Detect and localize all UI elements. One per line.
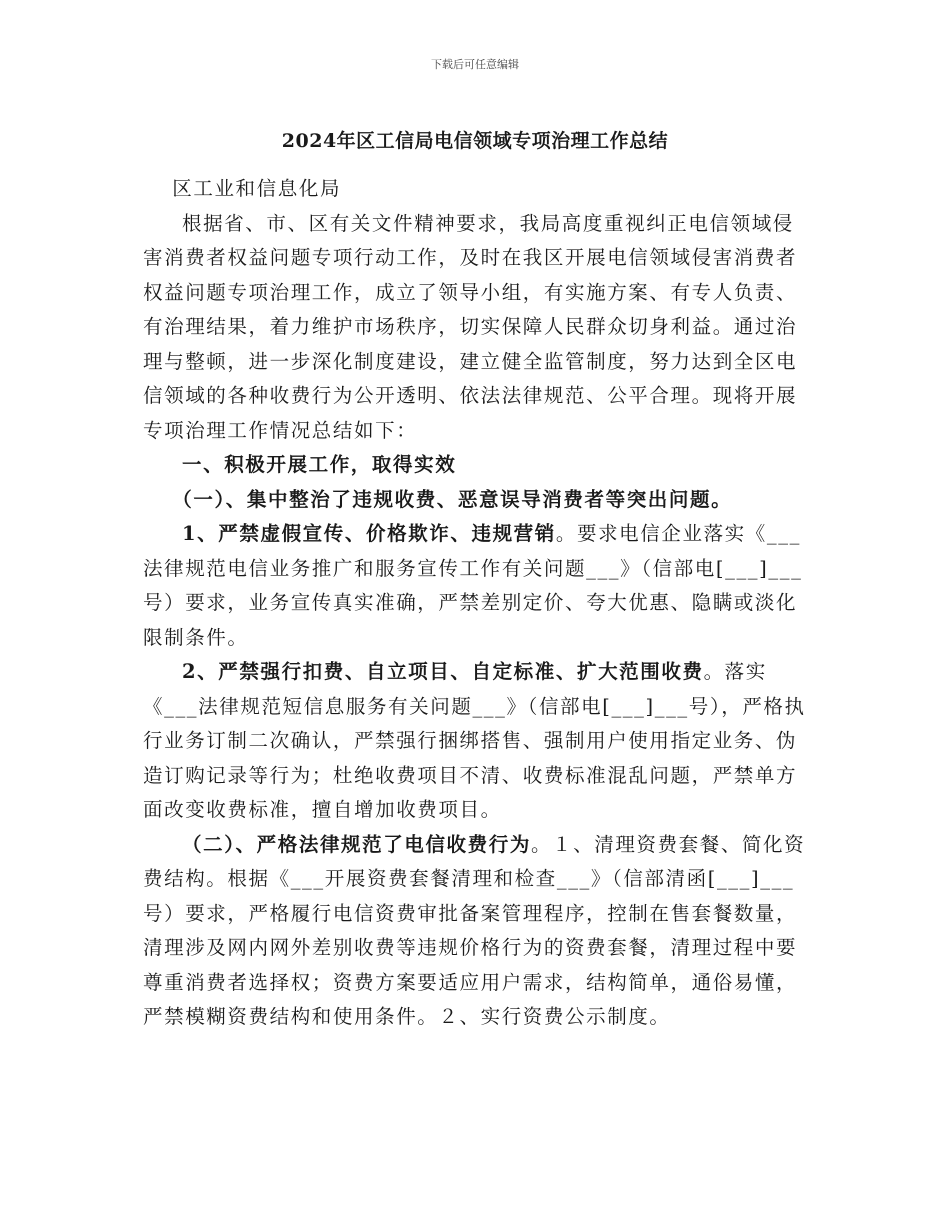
subsection-2-body: 。１、清理资费套餐、简化资费结构。根据《___开展资费套餐清理和检查___》（信部清函[___]___号）要求，严格履行电信资费审批备案管理程序，控制在售套餐数量，清理涉及网内网外差别收费等违规价格行为的资费套餐，清理过程中要尊重消费者选择权；资费方案要适应用户需求，结构简单，通俗易懂，严禁模糊资费结构和使用条件。２、实行资费公示制度。 — [143, 832, 806, 1028]
document-body — [143, 172, 811, 1035]
intro-paragraph: 根据省、市、区有关文件精神要求，我局高度重视纠正电信领域侵害消费者权益问题专项行动工作，及时在我区开展电信领域侵害消费者权益问题专项治理工作，成立了领导小组，有实施方案、有专人负责、有治理结果，着力维护市场秩序，切实保障人民群众切身利益。通过治理与整顿，进一步深化制度建设，建立健全监管制度，努力达到全区电信领域的各种收费行为公开透明、依法法律规范、公平合理。现将开展专项治理工作情况总结如下： — [143, 211, 798, 442]
section-heading-1: 一、积极开展工作，取得实效 — [182, 453, 457, 476]
item-2-body: 。落实《___法律规范短信息服务有关问题___》（信部电[___]___号），严格执行业务订制二次确认，严禁强行捆绑搭售、强制用户使用指定业务、伪造订购记录等行为；杜绝收费项目不清、收费标准混乱问题，严禁单方面改变收费标准，擅自增加收费项目。 — [143, 660, 806, 821]
subsection-heading-1: （一）、集中整治了违规收费、恶意误导消费者等突出问题。 — [172, 487, 733, 511]
item-1-lead: 1、严禁虚假宣传、价格欺诈、违规营销 — [182, 522, 556, 545]
subsection-2-paragraph — [143, 828, 811, 1035]
header-note: 下载后可任意编辑 — [431, 58, 519, 71]
item-2-paragraph — [143, 655, 811, 828]
item-1-body: 。要求电信企业落实《___法律规范电信业务推广和服务宣传工作有关问题___》（信部电[___]___号）要求，业务宣传真实准确，严禁差别定价、夸大优惠、隐瞒或淡化限制条件。 — [143, 522, 803, 649]
item-1-paragraph — [143, 517, 811, 655]
subsection-2-lead: （二）、严格法律规范了电信收费行为 — [182, 832, 531, 856]
item-2-lead: 2、严禁强行扣费、自立项目、自定标准、扩大范围收费 — [182, 660, 704, 683]
document-title: 2024年区工信局电信领域专项治理工作总结 — [281, 130, 669, 152]
organization-line: 区工业和信息化局 — [172, 177, 342, 200]
